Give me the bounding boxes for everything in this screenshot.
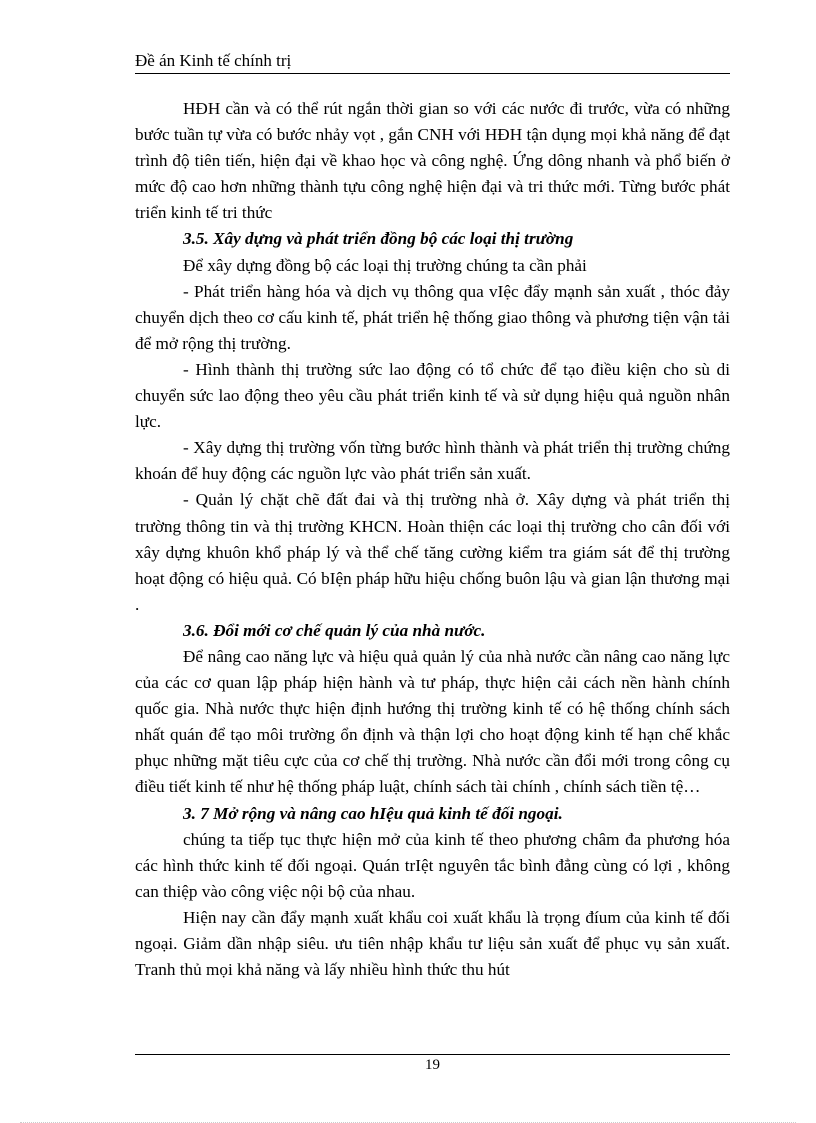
paragraph: Để xây dựng đồng bộ các loại thị trường chúng ta cần phải <box>183 255 587 275</box>
page-number: 19 <box>425 1057 440 1073</box>
section-heading-3-5: 3.5. Xây dựng và phát triển đồng bộ các loại thị trường <box>183 229 574 249</box>
paragraph: HĐH cần và có thể rút ngắn thời gian so với các nước đi trước, vừa có những bước tuần tự vừa có bước nhảy vọt , gắn CNH với HĐH tận dụng mọi khả năng để đạt trình độ tiên tiến, hiện đại về khao học và công nghệ. Ứng dông nhanh và phổ biến ở mức độ cao hơn những thành tựu công nghệ hiện đại và tri thức mới. Từng bước phát triển kinh tế tri thức <box>135 99 730 223</box>
paragraph: - Hình thành thị trường sức lao động có tổ chức để tạo điều kiện cho sù di chuyển sức lao động theo yêu cầu phát triển kinh tế và sử dụng hiệu quả nguồn nhân lực. <box>135 359 730 432</box>
paragraph: - Phát triển hàng hóa và dịch vụ thông qua vIệc đẩy mạnh sản xuất , thóc đảy chuyển dịch theo cơ cấu kinh tế, phát triển hệ thống giao thông và phương tiện vận tải để mở rộng thị trường. <box>135 281 730 353</box>
paragraph: - Quản lý chặt chẽ đất đai và thị trường nhà ở. Xây dựng và phát triển thị trường thông tin và thị trường KHCN. Hoàn thiện các loại thị trường cho cân đối với xây dựng khuôn khổ pháp lý và thể chế tăng cường kiểm tra giám sát để thị trường hoạt động có hiệu quả. Có bIện pháp hữu hiệu chống buôn lậu và gian lận thương mại . <box>135 490 730 614</box>
section-heading-3-7: 3. 7 Mở rộng và nâng cao hIệu quả kinh tế đối ngoại. <box>183 803 563 823</box>
paragraph: Hiện nay cần đẩy mạnh xuất khẩu coi xuất khẩu là trọng đíum của kinh tế đối ngoại. Giảm dần nhập siêu. ưu tiên nhập khẩu tư liệu sản xuất để phục vụ sản xuất. Tranh thủ mọi khả năng và lấy nhiều hình thức thu hút <box>135 907 730 980</box>
footer-divider <box>135 1054 730 1055</box>
document-body <box>135 96 730 983</box>
paragraph: chúng ta tiếp tục thực hiện mở của kinh tế theo phương châm đa phương hóa các hình thức kinh tế đối ngoại. Quán trIệt nguyên tắc bình đẳng cùng có lợi , không can thiệp vào công việc nội bộ của nhau. <box>135 829 730 901</box>
header-divider <box>135 73 730 74</box>
section-heading-3-6: 3.6. Đổi mới cơ chế quản lý của nhà nước. <box>183 620 486 640</box>
paragraph: - Xây dựng thị trường vốn từng bước hình thành và phát triển thị trường chứng khoán để huy động các nguồn lực vào phát triển sản xuất. <box>135 438 730 484</box>
page-header-title: Đề án Kinh tế chính trị <box>135 51 292 70</box>
paragraph: Để nâng cao năng lực và hiệu quả quản lý của nhà nước cần nâng cao năng lực của các cơ quan lập pháp hiện hành và tư pháp, thực hiện cải cách nền hành chính quốc gia. Nhà nước thực hiện định hướng thị trường kinh tế có hệ thống chính sách nhất quán để tạo môi trường ổn định và thận lợi cho hoạt động kinh tế hạn chế khắc phục những mặt tiêu cực của cơ chế thị trường. Nhà nước cần đổi mới trong công cụ điều tiết kinh tế như hệ thống pháp luật, chính sách tài chính , chính sách tiền tệ… <box>135 646 730 797</box>
